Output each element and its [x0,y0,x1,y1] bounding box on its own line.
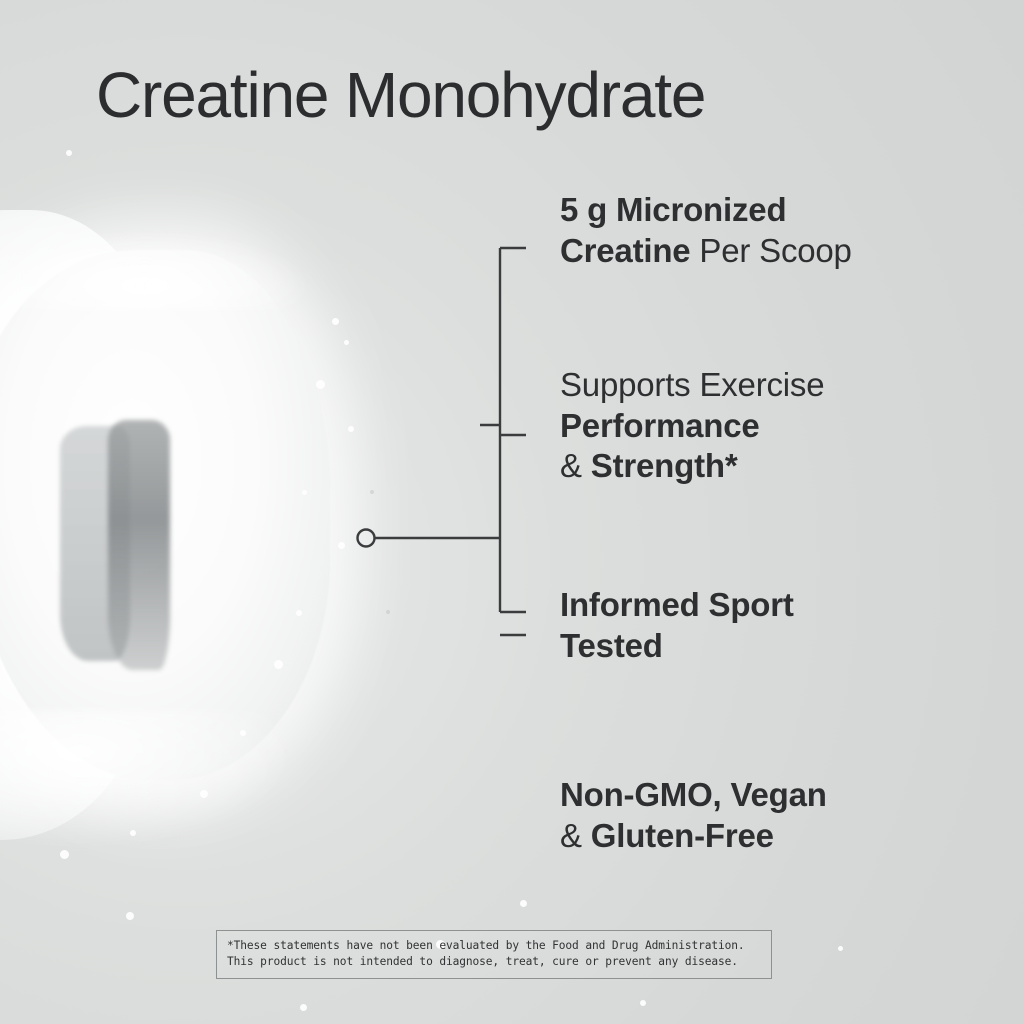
powder-mound [0,250,330,780]
feature-item-dietary [560,775,827,856]
bracket-connector-icon [330,220,560,860]
feature-item-performance [560,365,824,487]
feature-performance-line3-regular: & [560,447,591,485]
powder-speck [300,1004,307,1011]
powder-blob-lower-left [0,520,150,840]
powder-speck [200,790,208,798]
page-title: Creatine Monohydrate [96,59,706,131]
feature-performance-line2: Performance [560,406,760,444]
feature-dose-line1: 5 g Micronized [560,191,787,228]
powder-highlight-top [0,230,310,310]
feature-performance-line1: Supports Exercise [560,366,825,403]
disclaimer-box [216,930,772,979]
feature-informed-line1: Informed Sport [560,586,794,623]
powder-speck [274,660,283,669]
powder-blob-left [0,210,160,540]
feature-performance-line3-bold: Strength* [590,447,738,485]
powder-speck [66,150,72,156]
powder-highlight-bottom [0,710,300,850]
feature-dietary-line1: Non-GMO, Vegan [560,776,827,813]
feature-dietary-line2-bold: Gluten-Free [590,816,774,854]
disclaimer-line-2: This product is not intended to diagnose, treat, cure or prevent any disease. [227,955,738,969]
powder-speck [302,490,307,495]
powder-speck [640,1000,646,1006]
powder-speck [838,946,843,951]
powder-scoop-groove-light [60,426,130,661]
feature-item-informed-sport [560,585,794,666]
powder-speck [130,830,136,836]
powder-speck [60,850,69,859]
feature-item-dose [560,190,852,271]
feature-informed-line2: Tested [560,626,663,664]
powder-speck [126,912,134,920]
feature-dose-line2-regular: Per Scoop [690,231,852,269]
powder-speck [240,730,246,736]
disclaimer-line-1: *These statements have not been evaluated by the Food and Drug Administration. [227,939,745,952]
powder-speck [520,900,527,907]
powder-speck [316,380,325,389]
circle-node-icon [358,530,375,547]
feature-dose-line2-bold: Creatine [560,231,691,269]
powder-speck [296,610,302,616]
powder-scoop-groove [108,420,170,670]
feature-dietary-line2-regular: & [560,816,591,854]
